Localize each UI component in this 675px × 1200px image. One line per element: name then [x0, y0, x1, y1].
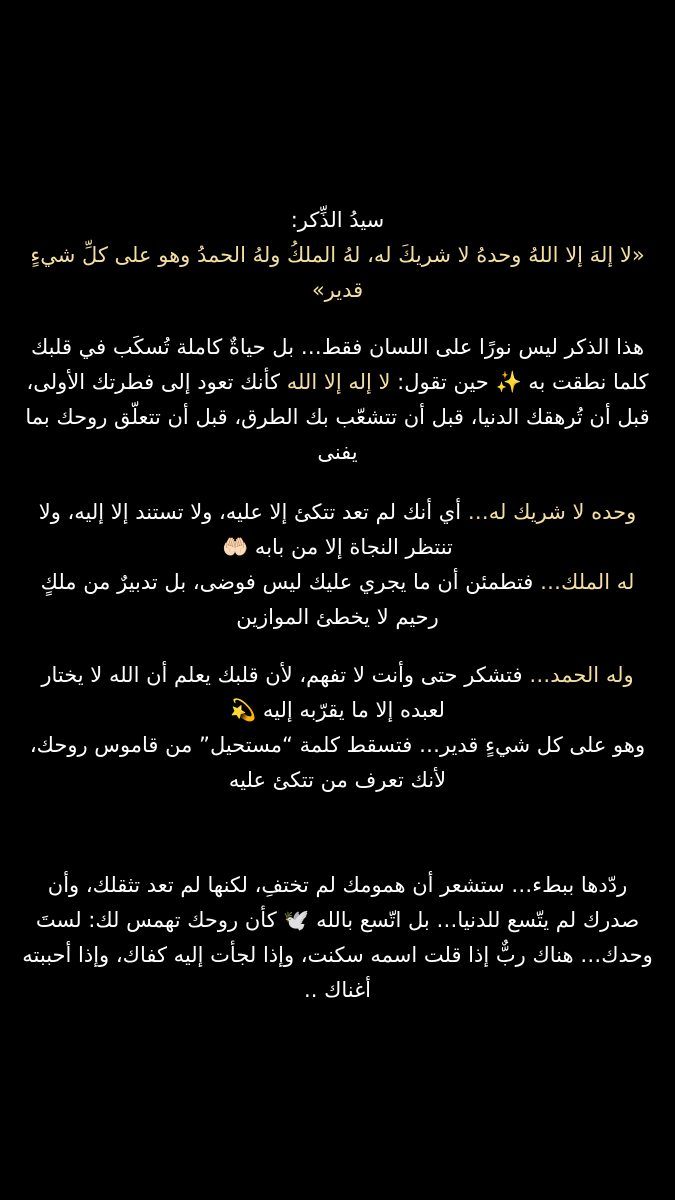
paragraph-closing: [22, 868, 653, 1008]
highlight-lead: وله الحمد…: [529, 663, 634, 687]
paragraph-text: هذا الذكر ليس نورًا على اللسان فقط… بل حياةٌ كاملة تُسكَب في قلبك كلما نطقت به ✨ حين تقول:: [30, 335, 649, 394]
paragraph-oneness: [22, 495, 653, 635]
paragraph-line: [22, 495, 653, 565]
highlight-lead: له الملك…: [540, 570, 635, 594]
title-heading: سيدُ الذِّكر:: [290, 208, 385, 232]
paragraph-text: ردّدها ببطء… ستشعر أن همومك لم تختفِ، لكنها لم تعد تثقلك، وأن صدرك لم يتّسع للدنيا… بل اتّسع بالله 🕊️ كأن روحك تهمس لك: لستَ وحدك… هناك ربٌّ إذا قلت اسمه سكنت، وإذا لجأت إليه كفاك، وإذا أحببته أغناك ..: [22, 873, 653, 1002]
paragraph-text: أي أنك لم تعد تتكئ إلا عليه، ولا تستند إلا إليه، ولا تنتظر النجاة إلا من بابه 🤲🏻: [38, 500, 468, 559]
title-block: [22, 203, 653, 308]
paragraph-text: كأنك تعود إلى فطرتك الأولى، قبل أن تُرهقك الدنيا، قبل أن تتشعّب بك الطرق، قبل أن تتعلّق روحك بما يفنى: [25, 370, 650, 464]
highlight-quote: لا إله إلا الله: [286, 370, 391, 394]
paragraph-text: وهو على كل شيءٍ قدير… فتسقط كلمة “مستحيل” من قاموس روحك، لأنك تعرف من تتكئ عليه: [29, 733, 646, 792]
paragraph-line: [22, 565, 653, 635]
paragraph-praise: [22, 658, 653, 798]
paragraph-text: فتشكر حتى وأنت لا تفهم، لأن قلبك يعلم أن الله لا يختار لعبده إلا ما يقرّبه إليه 💫: [41, 663, 530, 722]
highlight-lead: وحده لا شريك له…: [467, 500, 637, 524]
paragraph-line: [22, 658, 653, 728]
paragraph-meaning: [22, 330, 653, 470]
dhikr-quote: «لا إلهَ إلا اللهُ وحدهُ لا شريكَ له، لهُ الملكُ ولهُ الحمدُ وهو على كلِّ شيءٍ قدير»: [30, 243, 645, 302]
paragraph-text: فتطمئن أن ما يجري عليك ليس فوضى، بل تدبيرٌ من ملكٍ رحيم لا يخطئ الموازين: [40, 570, 540, 629]
